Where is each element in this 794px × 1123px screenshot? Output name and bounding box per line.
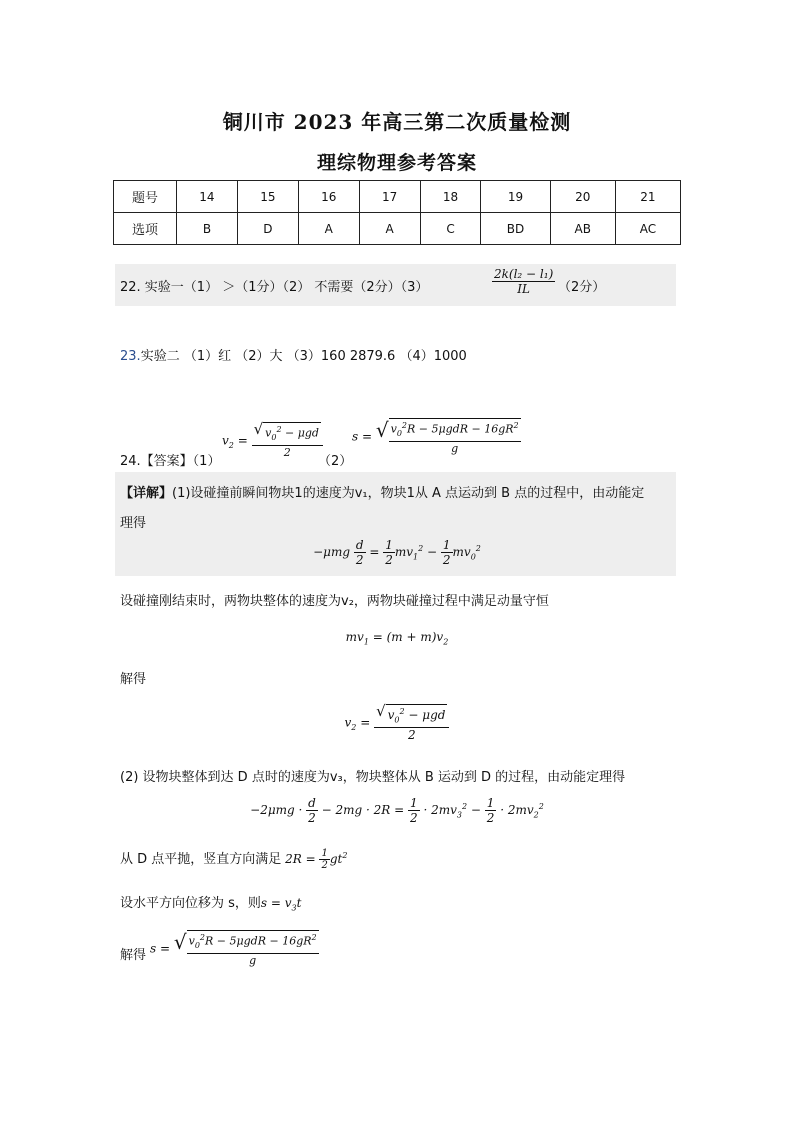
table-cell: B	[177, 213, 238, 245]
table-cell: 21	[615, 181, 680, 213]
row-label-answer: 选项	[114, 213, 177, 245]
equation-v2: $v_2$ = $\frac{√ v_0^2 - \mu gd}{2}$	[0, 704, 794, 742]
row-label-number: 题号	[114, 181, 177, 213]
page-subtitle: 理综物理参考答案	[316, 152, 477, 174]
q22-formula-denominator: IL	[517, 282, 530, 296]
q22-text: 22. 实验一（1） ＞（1分）（2） 不需要（2分）（3）	[120, 280, 429, 295]
detail-line-4: 从 D 点平抛，竖直方向满足 2R = $\frac{1}{2}$ $gt^2$	[120, 848, 348, 871]
table-cell: 20	[550, 181, 615, 213]
table-cell: AB	[550, 213, 615, 245]
answer-table	[113, 180, 681, 245]
q24-answer-1-formula: $v_2$ = $\frac{√ v_0^2 - \mu gd}{2}$	[222, 422, 323, 460]
table-cell: C	[420, 213, 481, 245]
q23-number: 23.	[120, 349, 141, 364]
q22-formula	[492, 267, 555, 296]
detail-line-5: 设水平方向位移为 s，则$s = v_3t$	[120, 896, 302, 913]
detail-label: 【详解】	[120, 486, 173, 501]
q24-part2-label: （2）	[318, 454, 353, 469]
page-title: 铜川市 2023 年高三第二次质量检测	[222, 110, 572, 134]
table-cell: 16	[298, 181, 359, 213]
solve-label-2: 解得	[120, 948, 147, 963]
table-cell: BD	[481, 213, 550, 245]
table-cell: A	[298, 213, 359, 245]
equation-energy-2: −2μmg · $\frac{d}{2}$ − 2mg · 2R = $\frac{1}{2}$ · $2mv_3^2$ − $\frac{1}{2}$ · $2mv_2^2$	[250, 796, 544, 825]
q23-text: 实验二 （1）红 （2）大 （3）160 2879.6 （4）1000	[140, 349, 467, 364]
table-cell: D	[237, 213, 298, 245]
q24-answer-2-formula: s = √ $\frac{v_0^2R - 5\mu gdR - 16gR^2}{g}$	[352, 418, 519, 455]
table-cell: 17	[359, 181, 420, 213]
equation-s-final: s = √ $\frac{v_0^2R - 5\mu gdR - 16gR^2}{g}$	[150, 930, 317, 967]
detail-line-1: 【详解】(1)设碰撞前瞬间物块1的速度为v₁，物块1从 A 点运动到 B 点的过程中，由动能定	[120, 486, 645, 501]
table-row	[114, 181, 681, 213]
detail-line-2: 设碰撞刚结束时，两物块整体的速度为v₂，两物块碰撞过程中满足动量守恒	[120, 594, 549, 609]
q24-answer-label: 24.【答案】（1）	[120, 454, 221, 469]
q22-formula-numerator: 2k(l₂ − l₁)	[494, 267, 554, 281]
table-cell: 18	[420, 181, 481, 213]
equation-energy-1: −μmg $\frac{d}{2}$ = $\frac{1}{2}$ $mv_1^2$ − $\frac{1}{2}$ $mv_0^2$	[313, 538, 481, 567]
table-cell: AC	[615, 213, 680, 245]
table-cell: 15	[237, 181, 298, 213]
equation-momentum: $mv_1 = (m + m)v_2$	[345, 630, 449, 647]
table-row	[114, 213, 681, 245]
table-cell: 19	[481, 181, 550, 213]
solve-label-1: 解得	[120, 672, 147, 687]
q23-line	[120, 345, 467, 364]
q22-suffix: （2分）	[558, 280, 606, 295]
table-cell: A	[359, 213, 420, 245]
detail-line-1b: 理得	[120, 516, 147, 531]
detail-line-3: (2) 设物块整体到达 D 点时的速度为v₃，物块整体从 B 运动到 D 的过程，由动能定理得	[120, 770, 626, 785]
table-cell: 14	[177, 181, 238, 213]
